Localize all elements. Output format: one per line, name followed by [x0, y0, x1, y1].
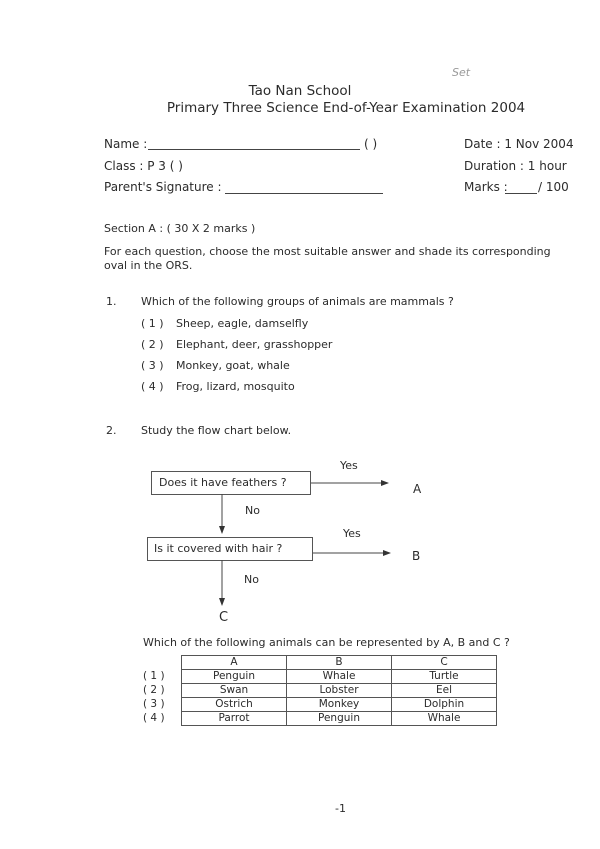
table-header: C [392, 656, 497, 670]
q1-text: Which of the following groups of animals are mammals ? [141, 295, 454, 308]
flow-box-hair-text: Is it covered with hair ? [154, 542, 283, 555]
yes-label-2: Yes [343, 527, 361, 540]
no-label-1: No [245, 504, 260, 517]
marks-label: Marks : [464, 180, 508, 194]
table-row [182, 670, 497, 684]
flow-outcome-b: B [412, 549, 421, 563]
table-cell: Whale [392, 712, 497, 726]
section-title: Section A : ( 30 X 2 marks ) [104, 222, 256, 235]
q1-option-label: ( 4 ) [141, 380, 164, 393]
table-cell: Swan [182, 684, 287, 698]
table-cell: Ostrich [182, 698, 287, 712]
table-row-label: ( 2 ) [143, 684, 165, 696]
table-row-label: ( 1 ) [143, 670, 165, 682]
no-label-2: No [244, 573, 259, 586]
table-header: A [182, 656, 287, 670]
table-cell: Monkey [287, 698, 392, 712]
q2-text: Study the flow chart below. [141, 424, 292, 437]
table-cell: Dolphin [392, 698, 497, 712]
corner-note: Set [452, 66, 471, 79]
table-row [182, 712, 497, 726]
table-header-row [182, 656, 497, 670]
table-cell: Parrot [182, 712, 287, 726]
table-row [182, 698, 497, 712]
q1-number: 1. [106, 295, 117, 308]
duration-field: Duration : 1 hour [464, 159, 567, 173]
marks-total: / 100 [538, 180, 569, 194]
table-header: B [287, 656, 392, 670]
table-cell: Penguin [287, 712, 392, 726]
class-field: Class : P 3 ( ) [104, 159, 183, 173]
school-name: Tao Nan School [248, 83, 352, 99]
parent-signature-label: Parent's Signature : [104, 180, 222, 194]
table-cell: Penguin [182, 670, 287, 684]
table-cell: Lobster [287, 684, 392, 698]
table-row [182, 684, 497, 698]
instruction-line-1: For each question, choose the most suitable answer and shade its corresponding [104, 245, 551, 258]
table-row-label: ( 3 ) [143, 698, 165, 710]
exam-title: Primary Three Science End-of-Year Examination 2004 [166, 100, 526, 116]
flow-outcome-a: A [413, 482, 422, 496]
q1-option-text: Frog, lizard, mosquito [176, 380, 295, 393]
answer-table [181, 655, 497, 726]
q2-number: 2. [106, 424, 117, 437]
name-label: Name : [104, 137, 148, 151]
table-cell: Turtle [392, 670, 497, 684]
instruction-line-2: oval in the ORS. [104, 259, 193, 272]
table-row-label: ( 4 ) [143, 712, 165, 724]
yes-label-1: Yes [340, 459, 358, 472]
q1-option-label: ( 1 ) [141, 317, 164, 330]
q1-option-text: Monkey, goat, whale [176, 359, 290, 372]
name-paren: ( ) [364, 137, 378, 151]
q1-option-label: ( 3 ) [141, 359, 164, 372]
q1-option-text: Elephant, deer, grasshopper [176, 338, 333, 351]
page-number: -1 [335, 802, 346, 815]
date-field: Date : 1 Nov 2004 [464, 137, 574, 151]
table-cell: Whale [287, 670, 392, 684]
q2-question: Which of the following animals can be represented by A, B and C ? [143, 636, 510, 649]
q1-option-label: ( 2 ) [141, 338, 164, 351]
flow-box-feathers-text: Does it have feathers ? [159, 476, 287, 489]
q1-option-text: Sheep, eagle, damselfly [176, 317, 309, 330]
table-cell: Eel [392, 684, 497, 698]
flow-outcome-c: C [219, 610, 229, 625]
